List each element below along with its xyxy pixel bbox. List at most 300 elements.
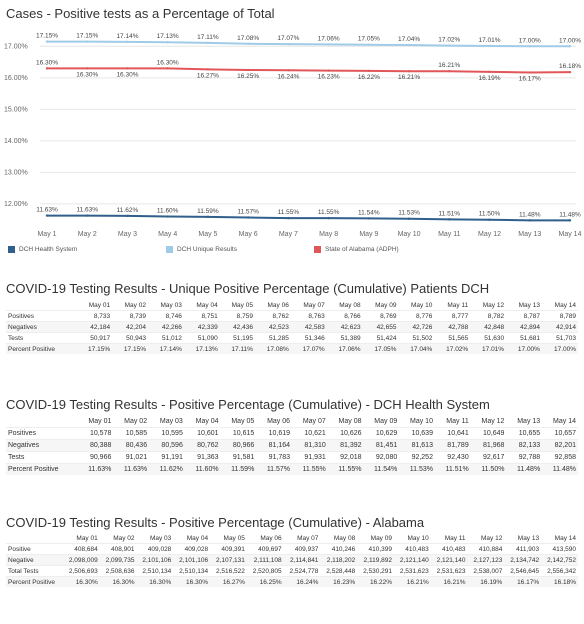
x-tick-label: May 10: [397, 231, 421, 238]
table-cell: 11.63%: [78, 464, 114, 476]
row-label: Negative: [6, 555, 63, 566]
x-tick-label: May 4: [158, 231, 178, 238]
y-tick-label: 12.00%: [4, 200, 28, 208]
data-label: 17.01%: [478, 36, 501, 44]
table-cell: 16.30%: [137, 577, 174, 588]
table-cell: 92,788: [506, 452, 542, 464]
data-point: [207, 216, 209, 218]
table-cell: 8,763: [291, 311, 327, 322]
table-cell: 10,655: [506, 428, 542, 440]
table-cell: 11.51%: [435, 464, 471, 476]
data-label: 11.63%: [36, 206, 58, 214]
table-cell: 16.21%: [394, 577, 431, 588]
table-cell: 17.11%: [220, 344, 255, 355]
table-cell: 8,766: [327, 311, 363, 322]
table-cell: 8,777: [434, 311, 470, 322]
column-header: May 02: [124, 418, 148, 425]
column-header: May 05: [223, 534, 245, 542]
table-cell: 11.59%: [221, 464, 257, 476]
column-header: May 05: [231, 301, 253, 309]
table-cell: 2,510,134: [137, 566, 174, 577]
table-cell: 17.15%: [76, 344, 112, 355]
data-point: [529, 71, 531, 73]
data-label: 17.00%: [518, 37, 541, 45]
data-point: [448, 218, 450, 220]
table-row: [6, 555, 578, 566]
table-cell: 11.48%: [506, 464, 542, 476]
data-label: 17.13%: [156, 33, 179, 41]
data-label: 11.57%: [237, 208, 259, 216]
table-cell: 11.55%: [328, 464, 364, 476]
data-label: 16.27%: [196, 72, 219, 80]
table-unique-dch: [6, 300, 578, 354]
table-cell: 10,657: [542, 428, 578, 440]
table-row: [6, 311, 578, 322]
table-row: [6, 544, 578, 555]
table-cell: 17.02%: [434, 344, 470, 355]
data-point: [569, 219, 571, 221]
table-cell: 92,858: [542, 452, 578, 464]
table-cell: 51,630: [470, 333, 506, 344]
column-header: May 04: [195, 418, 219, 425]
data-point: [46, 67, 48, 69]
column-header: May 03: [149, 534, 172, 542]
table-cell: 410,399: [357, 544, 394, 555]
table-cell: 17.01%: [470, 344, 506, 355]
column-header: May 09: [370, 534, 392, 542]
x-tick-label: May 13: [518, 231, 542, 238]
table-cell: 92,252: [399, 452, 435, 464]
data-point: [166, 215, 168, 217]
table-cell: 80,436: [113, 440, 149, 452]
data-point: [247, 216, 249, 218]
table-cell: 42,583: [291, 322, 327, 333]
legend-label: DCH Health System: [19, 246, 78, 253]
data-label: 11.55%: [317, 209, 340, 217]
data-point: [86, 67, 88, 69]
column-header: May 02: [124, 301, 146, 309]
data-label: 17.08%: [237, 34, 260, 42]
column-header: May 11: [444, 534, 466, 542]
table-cell: 51,090: [184, 333, 220, 344]
x-tick-label: May 5: [198, 231, 218, 238]
table-cell: 10,649: [471, 428, 507, 440]
table-cell: 81,789: [435, 440, 471, 452]
table-cell: 8,762: [255, 311, 291, 322]
table-cell: 10,585: [113, 428, 149, 440]
column-header: May 02: [113, 534, 135, 542]
data-label: 17.15%: [76, 32, 99, 40]
table-cell: 42,655: [363, 322, 399, 333]
table-cell: 411,903: [504, 544, 541, 555]
x-tick-label: May 7: [278, 231, 298, 238]
data-point: [529, 45, 531, 47]
row-label: Positives: [6, 311, 76, 322]
column-header: May 13: [518, 301, 540, 309]
data-label: 16.25%: [237, 72, 260, 80]
column-header: May 14: [554, 534, 576, 542]
table-cell: 51,681: [506, 333, 542, 344]
table-row: [6, 428, 578, 440]
table-cell: 8,789: [542, 311, 578, 322]
data-point: [207, 42, 209, 44]
table-cell: 16.30%: [63, 577, 100, 588]
table-cell: 2,556,342: [541, 566, 578, 577]
legend-swatch: [166, 246, 173, 253]
table-cell: 91,191: [149, 452, 185, 464]
table-cell: 92,080: [364, 452, 400, 464]
table-row: [6, 577, 578, 588]
table-cell: 11.50%: [471, 464, 507, 476]
column-header: May 06: [267, 418, 291, 425]
table-cell: 17.14%: [148, 344, 184, 355]
table-cell: 17.06%: [327, 344, 363, 355]
table-cell: 51,389: [327, 333, 363, 344]
x-tick-label: May 2: [77, 231, 97, 238]
legend-label: State of Alabama (ADPH): [325, 246, 399, 253]
column-header: May 09: [374, 418, 398, 425]
table-cell: 11.53%: [399, 464, 435, 476]
chart-title: Cases - Positive tests as a Percentage of Total: [6, 6, 275, 21]
data-label: 17.05%: [357, 35, 380, 43]
table-alabama: [6, 533, 578, 587]
column-header: May 12: [481, 418, 505, 425]
data-point: [46, 40, 48, 42]
data-point: [408, 44, 410, 46]
table-header-row: [6, 300, 578, 311]
table-cell: 81,613: [399, 440, 435, 452]
table-cell: 42,894: [506, 322, 542, 333]
data-label: 16.23%: [317, 73, 340, 81]
data-label: 11.48%: [518, 211, 541, 219]
table-cell: 10,615: [221, 428, 257, 440]
data-label: 16.18%: [558, 63, 582, 71]
row-label: Tests: [6, 333, 76, 344]
table-cell: 42,184: [76, 322, 112, 333]
table-cell: 42,914: [542, 322, 578, 333]
column-header: May 11: [447, 301, 469, 309]
table-cell: 2,142,752: [541, 555, 578, 566]
table-cell: 2,531,623: [394, 566, 431, 577]
table-cell: 82,133: [506, 440, 542, 452]
data-point: [327, 43, 329, 45]
table-cell: 17.15%: [112, 344, 148, 355]
table-cell: 10,626: [328, 428, 364, 440]
data-point: [569, 45, 571, 47]
table-cell: 2,508,636: [100, 566, 137, 577]
table-cell: 2,510,134: [173, 566, 210, 577]
legend-item-dch-unique-results[interactable]: [166, 246, 237, 253]
table-title-dch-health-system: COVID-19 Testing Results - Positive Percentage (Cumulative) - DCH Health System: [6, 397, 490, 412]
table-cell: 82,201: [542, 440, 578, 452]
column-header: May 10: [410, 418, 433, 425]
table-cell: 80,966: [221, 440, 257, 452]
legend-item-state-of-alabama[interactable]: [314, 246, 399, 253]
data-point: [488, 71, 490, 73]
data-label: 11.53%: [398, 209, 420, 217]
header-corner: [6, 416, 78, 428]
table-cell: 91,931: [292, 452, 328, 464]
table-cell: 2,516,522: [210, 566, 247, 577]
y-tick-label: 15.00%: [4, 106, 28, 114]
table-cell: 11.48%: [542, 464, 578, 476]
table-cell: 91,783: [256, 452, 292, 464]
table-row: [6, 452, 578, 464]
legend-label: DCH Unique Results: [177, 246, 237, 253]
table-row: [6, 344, 578, 355]
table-cell: 16.23%: [320, 577, 357, 588]
table-cell: 2,119,892: [357, 555, 394, 566]
row-label: Positive: [6, 544, 63, 555]
table-header-row: [6, 533, 578, 544]
row-label: Total Tests: [6, 566, 63, 577]
table-cell: 2,546,645: [504, 566, 541, 577]
column-header: May 04: [196, 301, 218, 309]
column-header: May 14: [554, 301, 576, 309]
table-cell: 16.27%: [210, 577, 247, 588]
table-cell: 16.17%: [504, 577, 541, 588]
data-point: [368, 217, 370, 219]
table-cell: 11.62%: [149, 464, 185, 476]
table-cell: 11.60%: [185, 464, 221, 476]
data-point: [448, 44, 450, 46]
column-header: May 09: [375, 301, 397, 309]
data-label: 17.11%: [197, 33, 219, 41]
data-label: 11.62%: [116, 206, 139, 214]
table-cell: 50,943: [112, 333, 148, 344]
data-point: [166, 41, 168, 43]
legend-item-dch-health-system[interactable]: [8, 246, 77, 253]
table-cell: 409,028: [173, 544, 210, 555]
table-row: [6, 440, 578, 452]
data-label: 17.02%: [438, 36, 461, 44]
data-point: [368, 44, 370, 46]
data-point: [569, 71, 571, 73]
table-cell: 80,388: [78, 440, 114, 452]
table-cell: 2,538,007: [468, 566, 505, 577]
table-cell: 81,310: [292, 440, 328, 452]
column-header: May 13: [517, 418, 541, 425]
data-point: [368, 70, 370, 72]
table-cell: 16.25%: [247, 577, 284, 588]
x-tick-label: May 6: [238, 231, 258, 238]
table-cell: 10,621: [292, 428, 328, 440]
row-label: Tests: [6, 452, 78, 464]
table-cell: 16.19%: [468, 577, 505, 588]
table-cell: 413,590: [541, 544, 578, 555]
table-cell: 42,339: [184, 322, 220, 333]
table-cell: 410,884: [468, 544, 505, 555]
y-tick-label: 14.00%: [4, 137, 28, 145]
table-cell: 8,759: [220, 311, 255, 322]
table-cell: 10,619: [256, 428, 292, 440]
x-tick-label: May 1: [37, 231, 57, 238]
table-cell: 409,937: [284, 544, 321, 555]
table-title-unique-dch: COVID-19 Testing Results - Unique Positive Percentage (Cumulative) Patients DCH: [6, 281, 490, 296]
table-cell: 2,506,693: [63, 566, 100, 577]
table-cell: 91,363: [185, 452, 221, 464]
data-label: 16.30%: [76, 71, 99, 79]
data-label: 11.54%: [358, 209, 380, 217]
column-header: May 12: [482, 301, 505, 309]
row-label: Percent Positive: [6, 577, 63, 588]
line-chart: [0, 0, 584, 246]
table-cell: 10,629: [364, 428, 400, 440]
data-point: [488, 218, 490, 220]
table-cell: 10,601: [185, 428, 221, 440]
table-cell: 11.54%: [364, 464, 400, 476]
row-label: Negatives: [6, 440, 78, 452]
column-header: May 14: [553, 418, 576, 425]
table-cell: 410,483: [394, 544, 431, 555]
table-cell: 17.00%: [542, 344, 578, 355]
column-header: May 08: [338, 418, 362, 425]
table-cell: 16.22%: [357, 577, 394, 588]
data-point: [126, 41, 128, 43]
column-header: May 10: [407, 534, 429, 542]
table-row: [6, 333, 578, 344]
table-cell: 410,483: [431, 544, 468, 555]
table-cell: 2,114,841: [284, 555, 321, 566]
table-cell: 8,782: [470, 311, 506, 322]
data-point: [529, 219, 531, 221]
data-point: [166, 67, 168, 69]
legend-swatch: [314, 246, 321, 253]
table-cell: 17.05%: [363, 344, 399, 355]
table-cell: 16.30%: [173, 577, 210, 588]
table-cell: 2,101,106: [137, 555, 174, 566]
table-cell: 16.21%: [431, 577, 468, 588]
column-header: May 08: [339, 301, 361, 309]
column-header: May 08: [333, 534, 356, 542]
table-title-alabama: COVID-19 Testing Results - Positive Percentage (Cumulative) - Alabama: [6, 515, 425, 530]
data-label: 11.63%: [76, 206, 99, 214]
column-header: May 01: [76, 534, 98, 542]
data-point: [448, 70, 450, 72]
x-tick-label: May 12: [478, 231, 502, 238]
data-label: 11.55%: [277, 209, 300, 217]
data-label: 17.06%: [317, 35, 340, 43]
y-tick-label: 13.00%: [4, 169, 28, 177]
table-cell: 42,623: [327, 322, 363, 333]
table-cell: 11.55%: [292, 464, 328, 476]
table-cell: 91,021: [113, 452, 149, 464]
data-point: [488, 45, 490, 47]
data-label: 11.51%: [438, 210, 461, 218]
table-cell: 8,751: [184, 311, 220, 322]
table-cell: 50,917: [76, 333, 112, 344]
table-cell: 92,018: [328, 452, 364, 464]
table-cell: 10,641: [435, 428, 471, 440]
data-point: [126, 67, 128, 69]
data-label: 11.59%: [197, 207, 219, 215]
table-cell: 81,392: [328, 440, 364, 452]
table-cell: 2,520,805: [247, 566, 284, 577]
table-cell: 408,901: [100, 544, 137, 555]
table-cell: 10,639: [399, 428, 435, 440]
chart-legend: [8, 246, 578, 260]
data-label: 16.24%: [277, 73, 300, 81]
header-corner: [6, 533, 63, 544]
data-point: [287, 43, 289, 45]
table-cell: 42,266: [148, 322, 184, 333]
data-point: [86, 214, 88, 216]
row-label: Negatives: [6, 322, 76, 333]
table-cell: 92,430: [435, 452, 471, 464]
table-cell: 42,726: [398, 322, 434, 333]
table-cell: 2,111,108: [247, 555, 284, 566]
table-cell: 2,127,123: [468, 555, 505, 566]
row-label: Percent Positive: [6, 464, 78, 476]
table-cell: 16.30%: [100, 577, 137, 588]
table-cell: 42,436: [220, 322, 255, 333]
data-label: 16.30%: [116, 71, 139, 79]
data-label: 11.48%: [559, 211, 581, 219]
data-point: [408, 70, 410, 72]
table-cell: 8,787: [506, 311, 542, 322]
data-point: [408, 218, 410, 220]
table-cell: 42,204: [112, 322, 148, 333]
table-row: [6, 464, 578, 476]
table-cell: 42,523: [255, 322, 291, 333]
column-header: May 13: [517, 534, 540, 542]
data-point: [46, 214, 48, 216]
table-cell: 2,099,735: [100, 555, 137, 566]
y-tick-label: 17.00%: [4, 43, 28, 51]
column-header: May 01: [88, 418, 112, 425]
data-label: 11.60%: [156, 207, 179, 215]
row-label: Positives: [6, 428, 78, 440]
data-point: [207, 68, 209, 70]
table-cell: 8,769: [363, 311, 399, 322]
table-cell: 51,285: [255, 333, 291, 344]
table-cell: 409,391: [210, 544, 247, 555]
table-cell: 2,134,742: [504, 555, 541, 566]
table-cell: 2,121,140: [394, 555, 431, 566]
table-cell: 51,703: [542, 333, 578, 344]
data-label: 17.14%: [116, 32, 139, 40]
table-cell: 80,596: [149, 440, 185, 452]
y-tick-label: 16.00%: [4, 74, 28, 82]
table-cell: 2,524,778: [284, 566, 321, 577]
column-header: May 03: [159, 418, 183, 425]
table-cell: 2,530,291: [357, 566, 394, 577]
data-point: [327, 69, 329, 71]
table-cell: 16.18%: [541, 577, 578, 588]
x-tick-label: May 11: [438, 231, 461, 238]
table-cell: 11.63%: [113, 464, 149, 476]
data-label: 16.22%: [357, 73, 380, 81]
x-tick-label: May 3: [117, 231, 137, 238]
data-point: [86, 40, 88, 42]
table-cell: 2,107,131: [210, 555, 247, 566]
data-label: 17.04%: [398, 36, 421, 44]
table-cell: 10,595: [149, 428, 185, 440]
x-tick-label: May 8: [319, 231, 339, 238]
row-label: Percent Positive: [6, 344, 76, 355]
table-cell: 2,121,140: [431, 555, 468, 566]
data-label: 17.07%: [277, 35, 300, 43]
table-cell: 2,101,106: [173, 555, 210, 566]
data-point: [327, 217, 329, 219]
table-cell: 2,118,202: [320, 555, 357, 566]
table-cell: 8,746: [148, 311, 184, 322]
data-label: 16.30%: [35, 59, 59, 67]
data-point: [126, 215, 128, 217]
column-header: May 03: [160, 301, 182, 309]
table-cell: 51,012: [148, 333, 184, 344]
table-cell: 409,028: [137, 544, 174, 555]
